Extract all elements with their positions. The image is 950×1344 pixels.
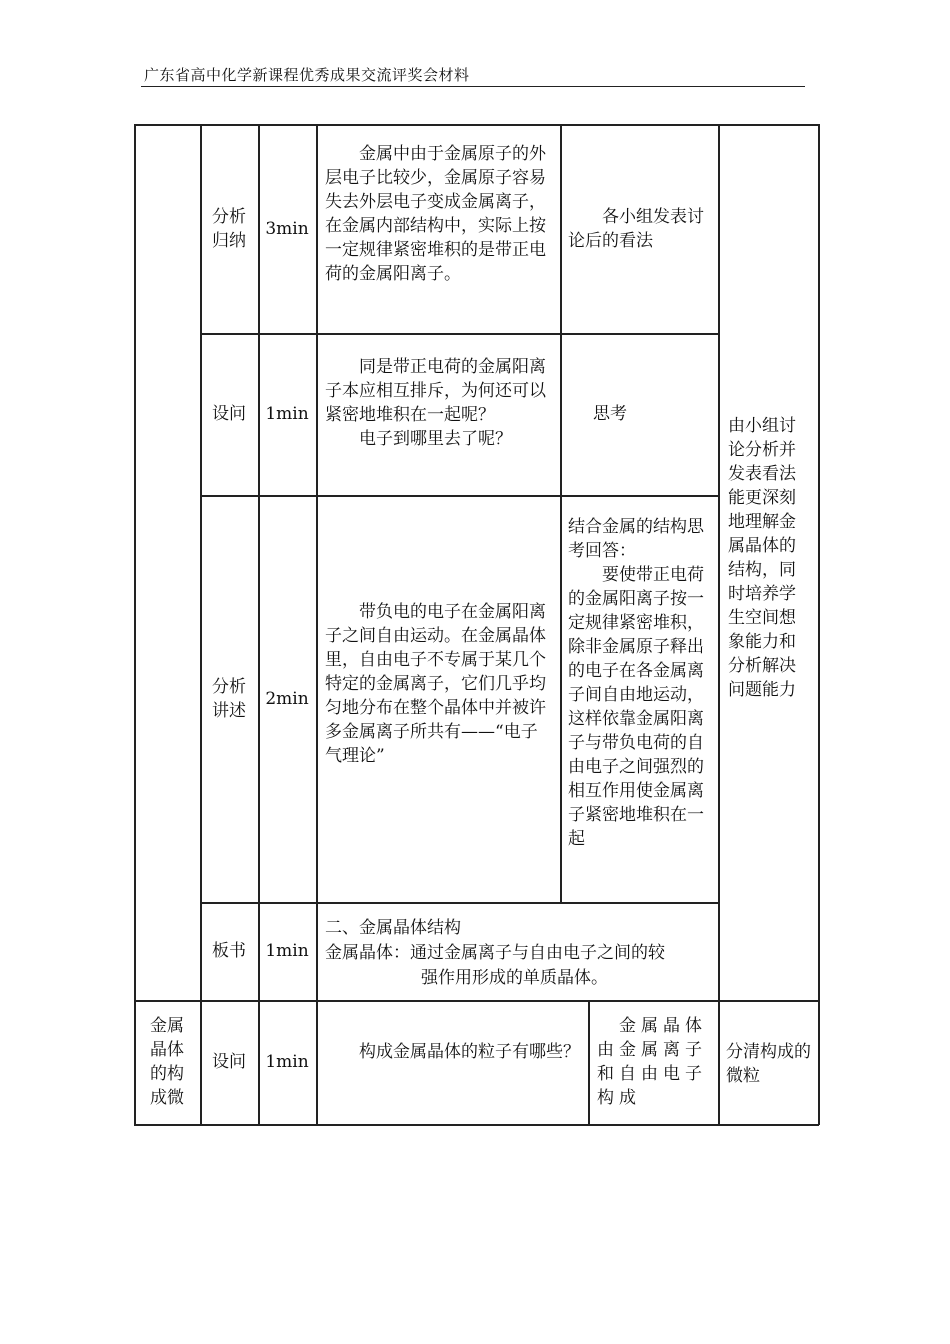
student-activity-cell: 结合金属的结构思考回答： 要使带正电荷的金属阳离子按一定规律紧密堆积，除非金属原子释出的电子在各金属离子间自由地运动，这样依靠金属阳离子与带负电荷的自由电子之间强烈的相互作用使金属离子紧密地堆积在一起 bbox=[568, 517, 704, 849]
step-cell: 分析 归纳 bbox=[212, 206, 246, 251]
page-header: 广东省高中化学新课程优秀成果交流评奖会材料 bbox=[144, 66, 470, 84]
time-cell: 1min bbox=[265, 941, 309, 961]
time-cell: 3min bbox=[265, 218, 309, 239]
design-intent-cell: 由小组讨论分析并发表看法能更深刻地理解金属晶体的结构，同时培养学生空间想象能力和分析解决问题能力 bbox=[728, 416, 796, 700]
board-line-2: 金属晶体：通过金属离子与自由电子之间的较 bbox=[325, 943, 665, 963]
step-cell: 设问 bbox=[212, 404, 246, 424]
step-cell: 分析 讲述 bbox=[212, 676, 246, 721]
teacher-activity-cell: 带负电的电子在金属阳离子之间自由运动。在金属晶体里，自由电子不专属于某几个特定的金属离子，它们几乎均匀地分布在整个晶体中并被许多金属离子所共有——“电子气理论” bbox=[325, 602, 546, 766]
header-rule bbox=[141, 86, 805, 87]
board-line-1: 二、金属晶体结构 bbox=[325, 918, 461, 938]
teacher-activity-cell: 金属中由于金属原子的外层电子比较少，金属原子容易失去外层电子变成金属离子，在金属内部结构中，实际上按一定规律紧密堆积的是带正电荷的金属阳离子。 bbox=[325, 144, 546, 284]
time-cell: 2min bbox=[265, 688, 309, 709]
student-activity-cell: 思考 bbox=[593, 404, 627, 424]
design-intent-cell: 分清构成的微粒 bbox=[726, 1042, 811, 1086]
board-line-3: 强作用形成的单质晶体。 bbox=[421, 968, 608, 988]
step-cell: 板书 bbox=[212, 941, 246, 961]
step-cell: 设问 bbox=[212, 1052, 246, 1072]
teacher-activity-cell: 构成金属晶体的粒子有哪些？ bbox=[325, 1042, 580, 1062]
section-cell: 金属 晶体 的构 成微 bbox=[150, 1016, 184, 1108]
teacher-activity-cell: 同是带正电荷的金属阳离子本应相互排斥，为何还可以紧密地堆积在一起呢？ 电子到哪里去了呢？ bbox=[325, 357, 546, 449]
student-activity-cell: 各小组发表讨论后的看法 bbox=[568, 207, 704, 251]
time-cell: 1min bbox=[265, 404, 309, 424]
student-activity-cell: 金属晶体由金属离子和自由电子构成 bbox=[597, 1016, 707, 1108]
time-cell: 1min bbox=[265, 1052, 309, 1072]
